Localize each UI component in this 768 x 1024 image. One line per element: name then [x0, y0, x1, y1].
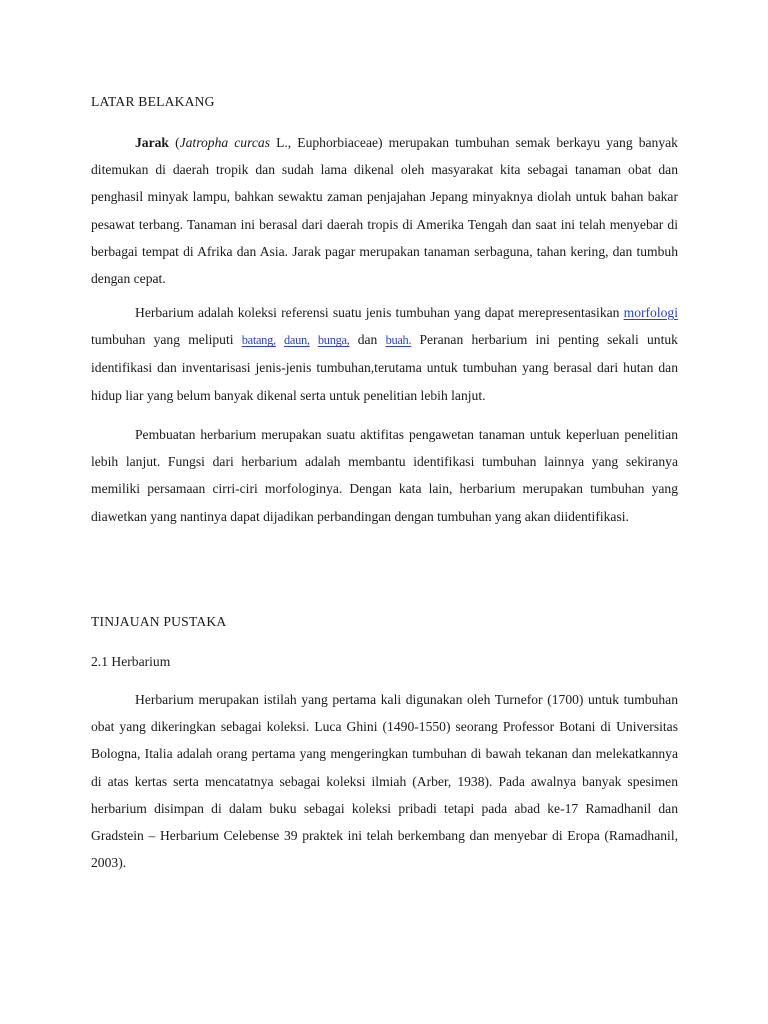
section-heading-latar-belakang: LATAR BELAKANG — [91, 94, 215, 109]
link-daun[interactable]: daun, — [284, 333, 310, 348]
link-morfologi[interactable]: morfologi — [623, 305, 678, 320]
paragraph-jarak — [91, 129, 678, 292]
link-batang[interactable]: batang, — [241, 333, 276, 348]
paragraph-text: ( — [168, 135, 180, 150]
species-name: Jatropha curcas — [179, 135, 270, 150]
paragraph-text: tumbuhan yang meliputi — [91, 332, 242, 348]
link-buah[interactable]: buah. — [385, 333, 412, 348]
term-jarak: Jarak — [135, 135, 169, 150]
subsection-heading-herbarium: 2.1 Herbarium — [91, 654, 171, 669]
paragraph-pembuatan-herbarium: Pembuatan herbarium merupakan suatu aktifitas pengawetan tanaman untuk keperluan penelitian lebih lanjut. Fungsi dari herbarium adalah membantu identifikasi tumbuhan lainnya yang sekiranya memiliki persamaan cirri-ciri morfologinya. Dengan kata lain, herbarium merupakan tumbuhan yang diawetkan yang nantinya dapat dijadikan perbandingan dengan tumbuhan yang akan diidentifikasi. — [91, 427, 678, 524]
paragraph-text: L., Euphorbiaceae) merupakan tumbuhan semak berkayu yang banyak ditemukan di daerah tropik dan sudah lama dikenal oleh masyarakat kita sebagai tanaman obat dan penghasil minyak lampu, bahkan sewaktu zaman penjajahan Jepang minyaknya diolah untuk bahan bakar pesawat terbang. Tanaman ini berasal dari daerah tropis di Amerika Tengah dan saat ini telah menyebar di berbagai tempat di Afrika dan Asia. Jarak pagar merupakan tanaman serbaguna, tahan kering, dan tumbuh dengan cepat. — [91, 135, 678, 287]
paragraph-herbarium-history: Herbarium merupakan istilah yang pertama kali digunakan oleh Turnefor (1700) untuk tumbuhan obat yang dikeringkan sebagai koleksi. Luca Ghini (1490-1550) seorang Professor Botani di Universitas Bologna, Italia adalah orang pertama yang mengeringkan tumbuhan di bawah tekanan dan melekatkannya di atas kertas serta mencatatnya sebagai koleksi ilmiah (Arber, 1938). Pada awalnya banyak spesimen herbarium disimpan di dalam buku sebagai koleksi pribadi tetapi pada abad ke-17 Ramadhanil dan Gradstein – Herbarium Celebense 39 praktek ini telah berkembang dan menyebar di Eropa (Ramadhanil, 2003). — [91, 692, 678, 871]
paragraph-text: dan — [349, 332, 386, 348]
link-bunga[interactable]: bunga, — [317, 333, 350, 348]
paragraph-text: Herbarium adalah koleksi referensi suatu jenis tumbuhan yang dapat merepresentasikan — [135, 305, 624, 320]
section-heading-tinjauan-pustaka: TINJAUAN PUSTAKA — [91, 614, 227, 629]
paragraph-herbarium-definition — [91, 299, 678, 409]
paragraph-text: Peranan herbarium ini penting sekali untuk identifikasi dan inventarisasi jenis-jenis tumbuhan,terutama untuk tumbuhan yang berasal dari hutan dan hidup liar yang belum banyak dikenal serta untuk penelitian lebih lanjut. — [91, 332, 678, 403]
